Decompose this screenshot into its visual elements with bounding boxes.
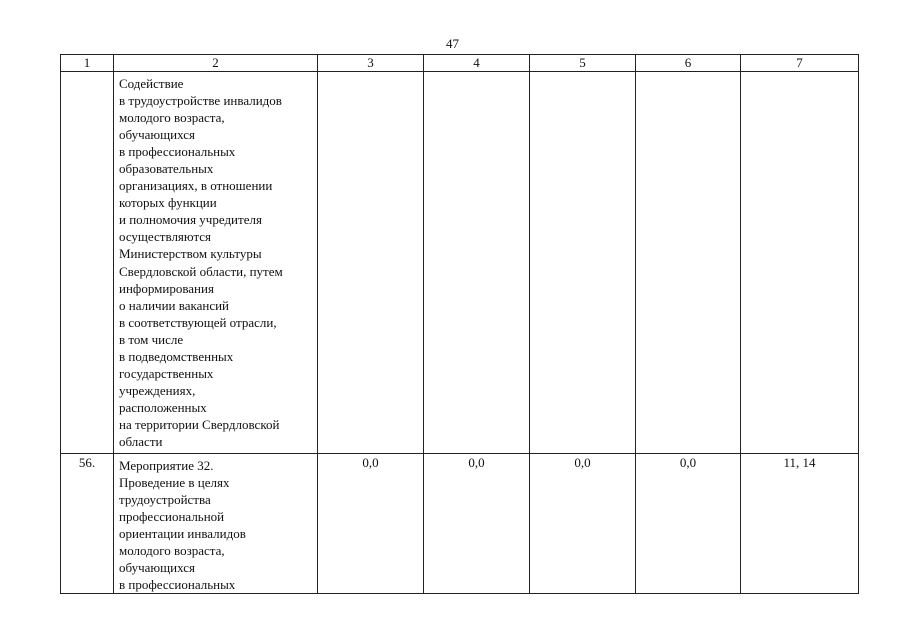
description-line: образовательных (119, 161, 214, 177)
row-number (61, 72, 114, 454)
description-line: профессиональной (119, 509, 225, 525)
program-table (60, 54, 859, 594)
column-header-1: 1 (61, 55, 114, 72)
description-line: обучающихся (119, 560, 195, 576)
page-number: 47 (446, 36, 459, 51)
description-lines (114, 454, 317, 593)
description-line: Проведение в целях (119, 475, 230, 491)
description-line: Свердловской области, путем (119, 263, 283, 279)
cell-col6: 0,0 (636, 454, 741, 594)
description-line: области (119, 433, 163, 449)
column-header-2: 2 (114, 55, 318, 72)
description-line: которых функции (119, 195, 217, 211)
cell-col5 (530, 72, 636, 454)
description-line: расположенных (119, 399, 207, 415)
description-line: обучающихся (119, 127, 195, 143)
description-line: организациях, в отношении (119, 178, 273, 194)
column-header-7: 7 (741, 55, 859, 72)
description-line: осуществляются (119, 229, 212, 245)
description-line: в профессиональных (119, 144, 236, 160)
column-header-4: 4 (424, 55, 530, 72)
cell-col7: 11, 14 (741, 454, 859, 594)
description-line: и полномочия учредителя (119, 212, 262, 228)
description-line: Министерством культуры (119, 246, 262, 262)
description-line: молодого возраста, (119, 110, 225, 126)
description-line: ориентации инвалидов (119, 526, 246, 542)
description-lines (114, 72, 317, 450)
cell-col4: 0,0 (424, 454, 530, 594)
column-header-6: 6 (636, 55, 741, 72)
description-line: на территории Свердловской (119, 416, 280, 432)
row-description (114, 454, 318, 594)
cell-col5: 0,0 (530, 454, 636, 594)
cell-col4 (424, 72, 530, 454)
table-row (61, 72, 859, 454)
description-line: молодого возраста, (119, 543, 225, 559)
description-line: Мероприятие 32. (119, 458, 214, 473)
column-header-3: 3 (318, 55, 424, 72)
description-line: в трудоустройстве инвалидов (119, 93, 282, 109)
cell-col3 (318, 72, 424, 454)
description-line: в профессиональных (119, 577, 236, 593)
description-line: информирования (119, 280, 214, 296)
description-line: трудоустройства (119, 492, 211, 508)
column-header-5: 5 (530, 55, 636, 72)
cell-col7 (741, 72, 859, 454)
description-line: учреждениях, (119, 382, 196, 398)
row-number: 56. (61, 454, 114, 594)
description-line: государственных (119, 365, 214, 381)
description-line: в соответствующей отрасли, (119, 314, 277, 330)
cell-col6 (636, 72, 741, 454)
description-line: в том числе (119, 331, 184, 347)
cell-col3: 0,0 (318, 454, 424, 594)
table-row (61, 454, 859, 594)
description-line: в подведомственных (119, 348, 234, 364)
row-description (114, 72, 318, 454)
description-line: о наличии вакансий (119, 297, 230, 313)
description-line: Содействие (119, 76, 184, 91)
column-number-row (61, 55, 859, 72)
